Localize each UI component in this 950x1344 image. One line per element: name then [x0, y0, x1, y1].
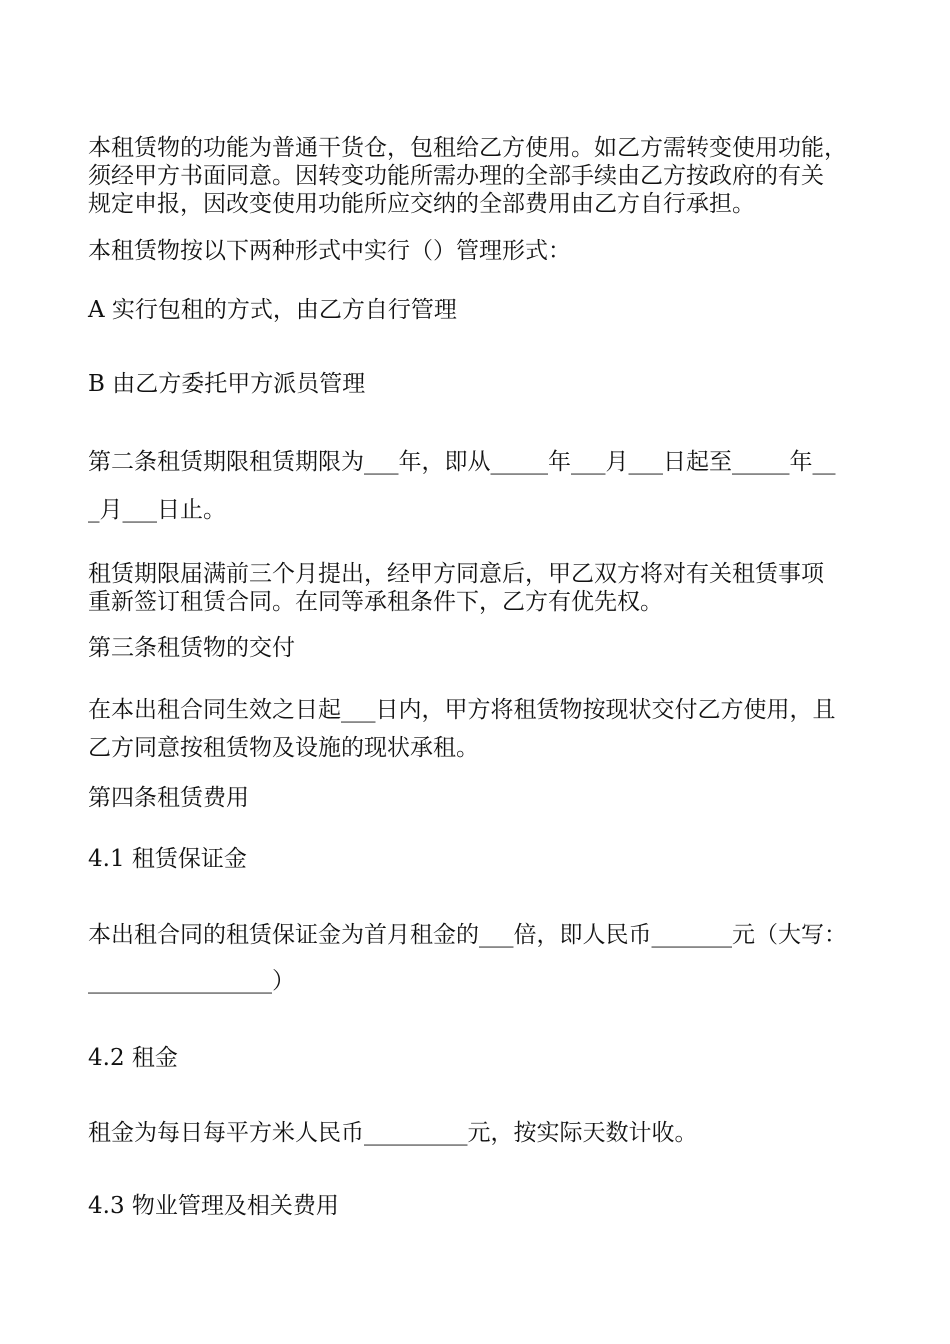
article-2-line-2: _月___日止。 — [88, 497, 226, 523]
article-3-heading: 第三条租赁物的交付 — [88, 635, 295, 661]
delivery-line-2: 乙方同意按租赁物及设施的现状承租。 — [88, 735, 479, 761]
section-4-2-heading: 4.2 租金 — [88, 1045, 178, 1071]
deposit-line-2: ________________） — [88, 968, 295, 994]
paragraph-function-line-2: 须经甲方书面同意。因转变功能所需办理的全部手续由乙方按政府的有关 — [88, 163, 824, 189]
option-a: A 实行包租的方式，由乙方自行管理 — [88, 297, 457, 323]
section-4-1-heading: 4.1 租赁保证金 — [88, 846, 247, 872]
deposit-line-1: 本出租合同的租赁保证金为首月租金的___倍，即人民币_______元（大写： — [88, 922, 847, 948]
renewal-line-1: 租赁期限届满前三个月提出，经甲方同意后，甲乙双方将对有关租赁事项 — [88, 561, 824, 587]
delivery-line-1: 在本出租合同生效之日起___日内，甲方将租赁物按现状交付乙方使用，且 — [88, 697, 836, 723]
section-4-3-heading: 4.3 物业管理及相关费用 — [88, 1193, 339, 1219]
paragraph-function-line-1: 本租赁物的功能为普通干货仓，包租给乙方使用。如乙方需转变使用功能， — [88, 135, 847, 161]
article-2-line-1: 第二条租赁期限租赁期限为___年，即从_____年___月___日起至_____年__ — [88, 449, 836, 475]
option-b: B 由乙方委托甲方派员管理 — [88, 371, 366, 397]
rent-line: 租金为每日每平方米人民币_________元，按实际天数计收。 — [88, 1120, 698, 1146]
paragraph-function-line-3: 规定申报，因改变使用功能所应交纳的全部费用由乙方自行承担。 — [88, 191, 755, 217]
renewal-line-2: 重新签订租赁合同。在同等承租条件下，乙方有优先权。 — [88, 589, 663, 615]
paragraph-management-form: 本租赁物按以下两种形式中实行（）管理形式： — [88, 238, 571, 264]
article-4-heading: 第四条租赁费用 — [88, 785, 249, 811]
